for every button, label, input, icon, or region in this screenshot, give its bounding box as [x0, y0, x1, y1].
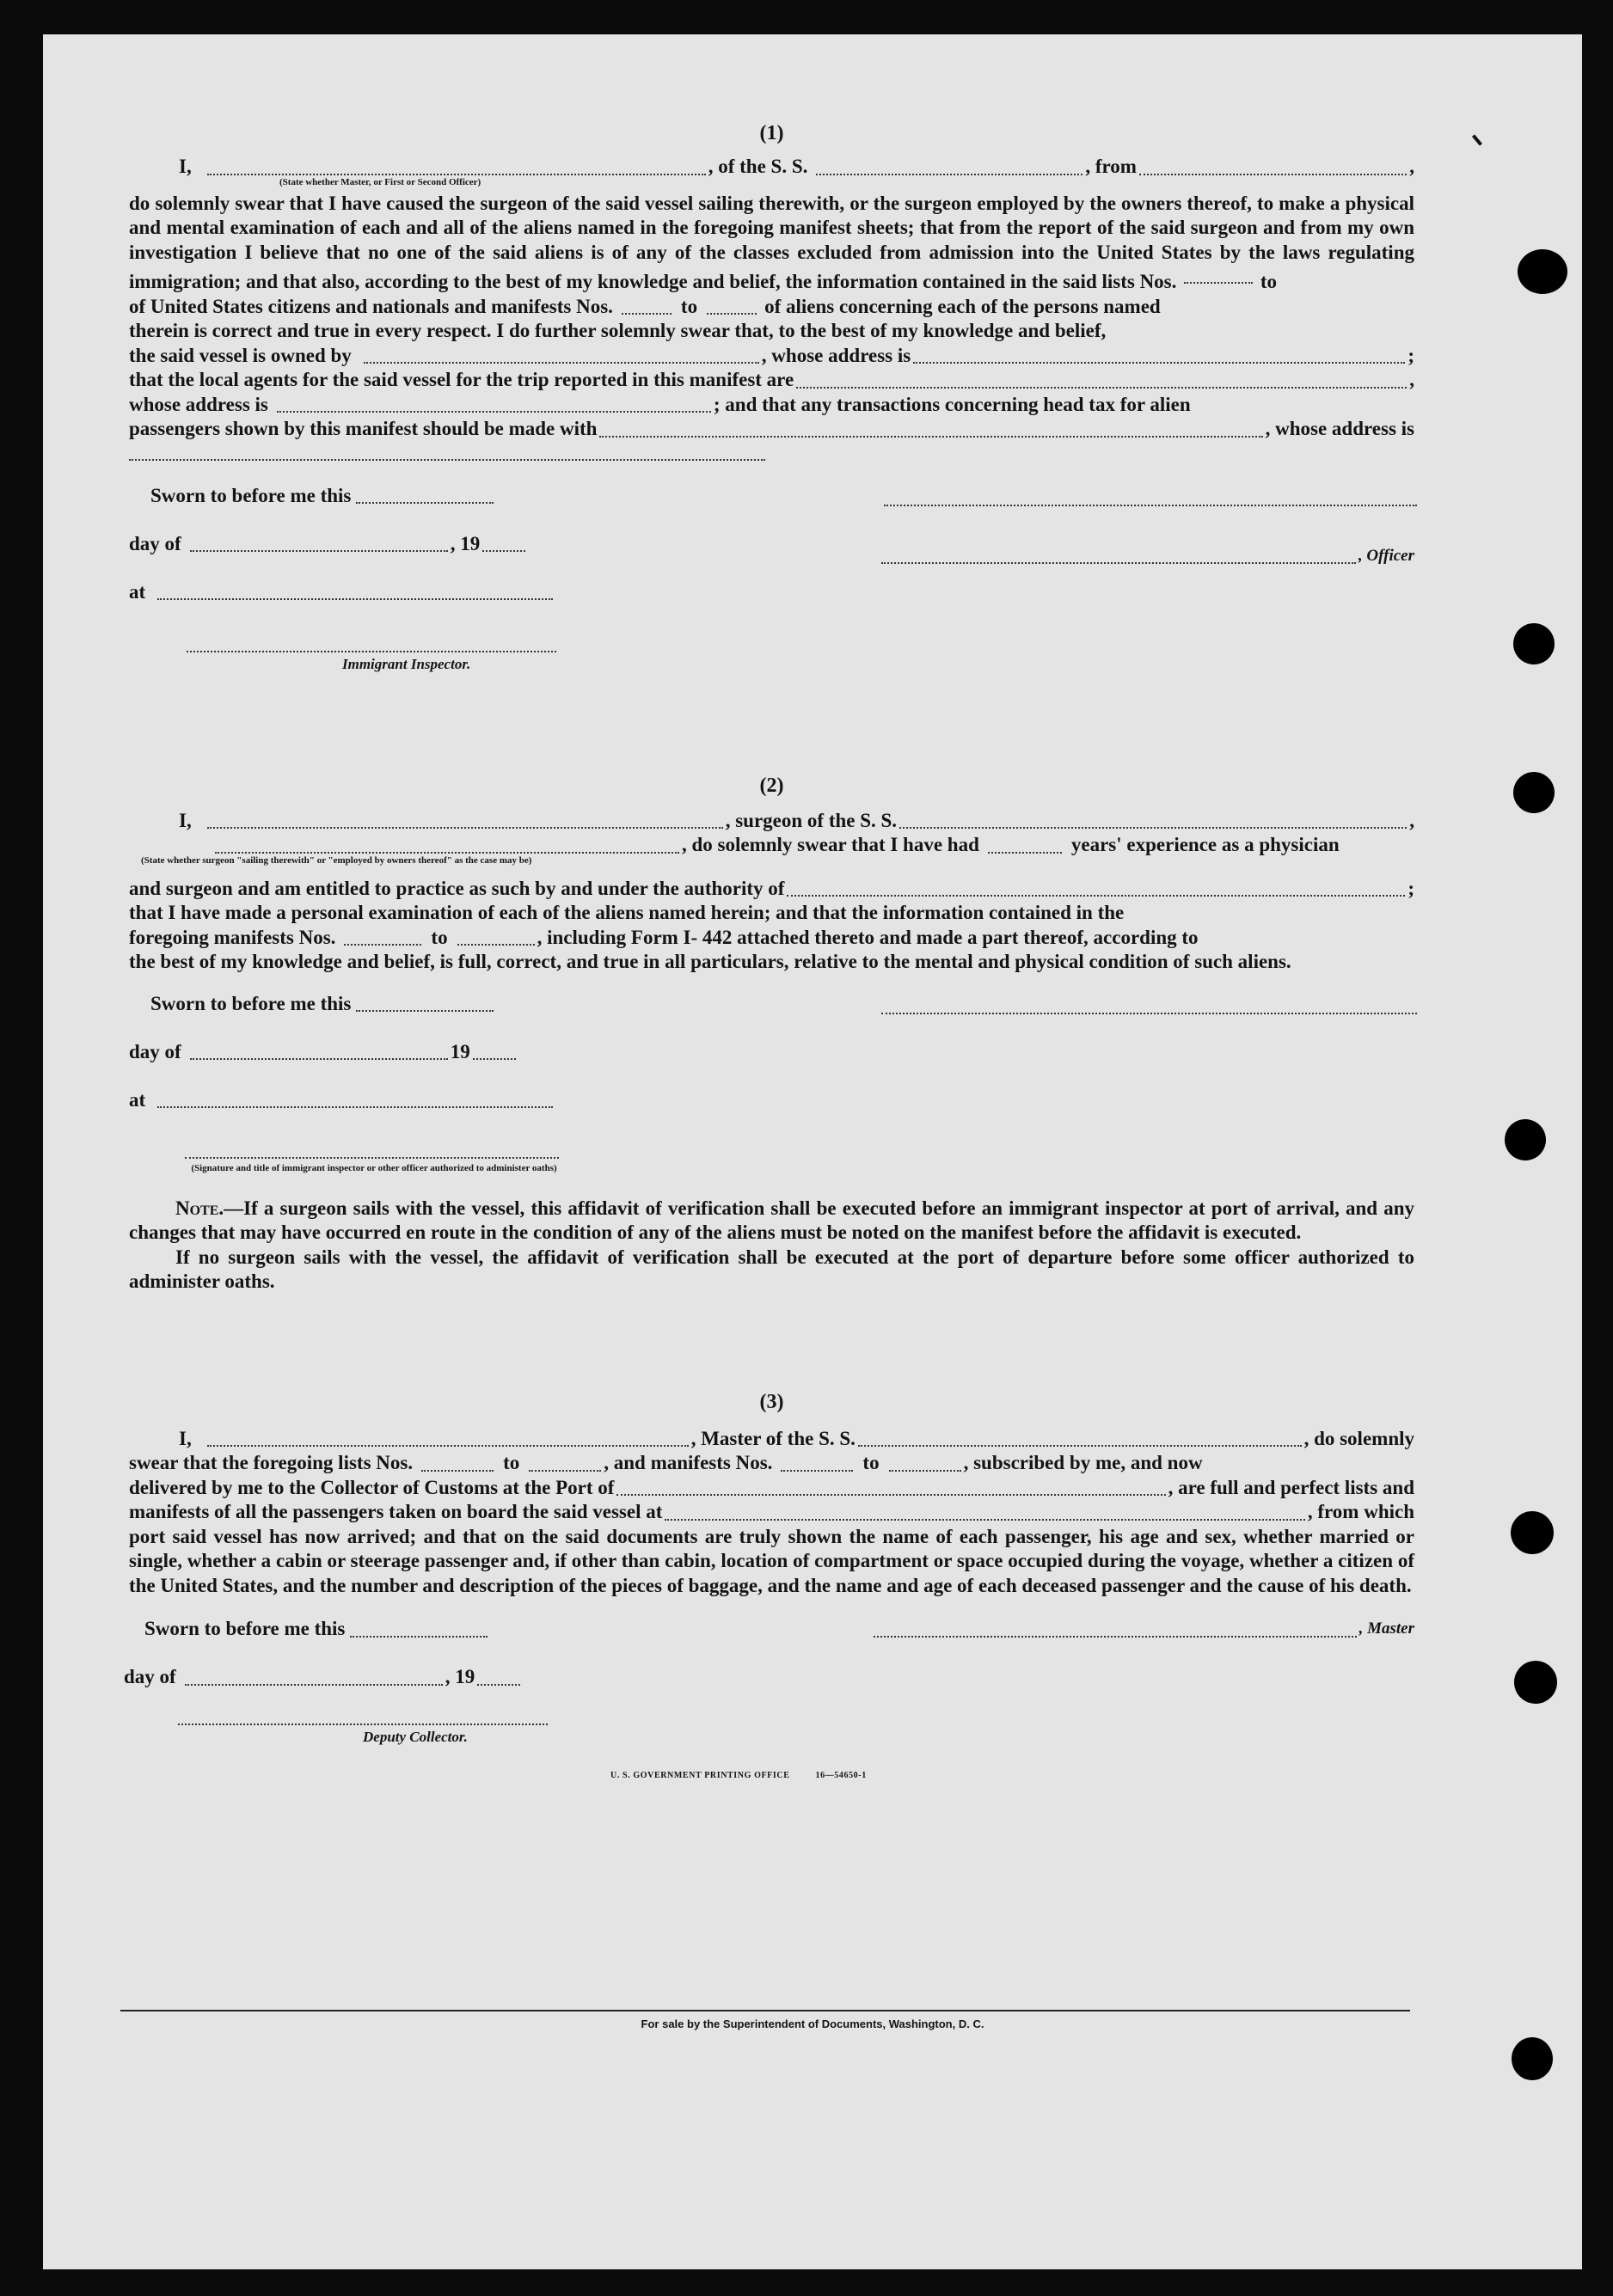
s3-perfect-lists-label: , are full and perfect lists and	[1168, 1476, 1414, 1498]
s3-day-line	[124, 1665, 523, 1690]
manifests-to-blank[interactable]	[707, 296, 757, 315]
officer-label: , Officer	[1358, 546, 1414, 565]
s1-year-label: , 19	[450, 532, 481, 554]
s2-place-blank[interactable]	[157, 1089, 553, 1108]
s1-oath-text: do solemnly swear that I have caused the surgeon of the said vessel sailing therewith, or the surgeon employed by the owners thereof, to make a physical and mental examination of each and all of the aliens named in the foregoing manifest sheets; that from the report of the said surgeon and from my own investigation I believe that no one of the said aliens is of any of the classes excluded from admission into the United States by the laws regulating immigration; and that also, according to the best of my knowledge and belief, the information contained in the said lists Nos.	[129, 192, 1414, 292]
s2-note2-paragraph: If no surgeon sails with the vessel, the affidavit of verification shall be executed at the port of departure before some officer authorized to administer oaths.	[129, 1246, 1414, 1292]
s1-line-4	[129, 319, 1414, 344]
s1-agents-address-label: whose address is	[129, 393, 268, 415]
s3-line-1	[129, 1427, 1414, 1452]
s1-party-address-label: , whose address is	[1265, 418, 1414, 439]
s3-year-blank[interactable]	[477, 1667, 520, 1686]
inspector-signature-line[interactable]	[187, 634, 556, 652]
s2-i: I,	[179, 809, 192, 831]
s1-master-signature-line[interactable]	[884, 487, 1417, 506]
s1-officer-line	[881, 544, 1414, 569]
s3-boarding-port-blank[interactable]	[665, 1502, 1304, 1521]
s3-manifests-to-blank[interactable]	[889, 1453, 961, 1472]
s1-semicolon: ;	[1408, 344, 1414, 366]
s3-month-blank[interactable]	[185, 1667, 443, 1686]
head-tax-address-blank[interactable]	[129, 442, 765, 461]
s2-authority-label: and surgeon and am entitled to practice as such by and under the authority of	[129, 877, 785, 899]
s3-sworn-block	[124, 1617, 1414, 1746]
s2-sworn-day-blank[interactable]	[356, 993, 494, 1012]
master-signature-blank[interactable]	[874, 1619, 1357, 1638]
s1-line-7	[129, 393, 1414, 418]
s1-sworn-day-blank[interactable]	[356, 485, 494, 504]
lists-from-blank[interactable]	[1184, 265, 1253, 284]
sale-notice: For sale by the Superintendent of Documents, Washington, D. C.	[641, 2017, 984, 2030]
s2-signature-caption: (Signature and title of immigrant inspector or other officer authorized to administer oaths)	[191, 1162, 557, 1173]
punch-hole	[1513, 772, 1555, 813]
head-tax-party-blank[interactable]	[599, 419, 1262, 438]
form-code: 16—54650-1	[815, 1771, 867, 1780]
s3-vessel-blank[interactable]	[858, 1428, 1302, 1447]
s2-manifests-label: foregoing manifests Nos.	[129, 926, 336, 948]
manifests-from-blank[interactable]	[622, 296, 672, 315]
s1-sworn-line	[150, 484, 496, 509]
s3-lists-to-blank[interactable]	[529, 1453, 601, 1472]
s1-sworn-block	[129, 484, 1414, 682]
s3-sworn-line	[144, 1617, 490, 1642]
s1-to-label-2: to	[680, 295, 698, 317]
s1-comma: ,	[1409, 156, 1414, 177]
s3-on-board-label: manifests of all the passengers taken on board the said vessel at	[129, 1501, 663, 1522]
departure-port-blank[interactable]	[1139, 156, 1407, 175]
s1-owned-by-label: the said vessel is owned by	[129, 344, 352, 366]
note-label: Note.	[175, 1197, 224, 1219]
s3-subscribed-label: , subscribed by me, and now	[963, 1452, 1203, 1473]
officer-title-blank[interactable]	[207, 156, 706, 175]
s3-lists-from-blank[interactable]	[421, 1453, 494, 1472]
s1-at-label: at	[129, 580, 146, 603]
s1-aliens-label: of aliens concerning each of the persons named	[764, 295, 1161, 317]
s2-year-label: 19	[450, 1040, 470, 1062]
s2-swear-label: , do solemnly swear that I have had	[682, 834, 979, 855]
punch-hole	[1513, 623, 1555, 664]
s1-year-blank[interactable]	[482, 533, 525, 552]
s2-day-line	[129, 1040, 518, 1065]
s2-day-label: day of	[129, 1040, 181, 1062]
s3-day-label: day of	[124, 1666, 176, 1687]
s1-i: I,	[179, 156, 192, 177]
s1-officer-caption: (State whether Master, or First or Second Officer)	[279, 176, 481, 187]
surgeon-name-blank[interactable]	[207, 810, 723, 829]
s2-note-paragraph	[129, 1197, 1414, 1246]
margin-tick	[1472, 134, 1482, 145]
s1-manifests-label: of United States citizens and nationals and manifests Nos.	[129, 295, 613, 317]
s2-line-4	[129, 901, 1414, 926]
s3-from-which-label: , from which	[1307, 1501, 1414, 1522]
s1-from-label: , from	[1085, 156, 1137, 177]
s1-sworn-label: Sworn to before me this	[150, 484, 352, 506]
s3-manifests-label: , and manifests Nos.	[604, 1452, 773, 1473]
s2-month-blank[interactable]	[190, 1041, 448, 1060]
s2-sworn-block	[129, 992, 1414, 1197]
s2-to-label: to	[431, 926, 448, 948]
master-label: , Master	[1358, 1619, 1414, 1638]
s3-line-2	[129, 1451, 1414, 1476]
s1-line-8	[129, 417, 1414, 442]
s1-agents-label: that the local agents for the said vessel for the trip reported in this manifest are	[129, 369, 794, 390]
s1-line-3	[129, 295, 1414, 320]
s1-day-line	[129, 532, 528, 557]
s2-line-3	[129, 877, 1414, 902]
s2-form-label: , including Form I- 442 attached thereto and made a part thereof, according to	[537, 926, 1199, 948]
section-2-heading: (2)	[759, 774, 784, 797]
s1-of-ss-label: , of the S. S.	[708, 156, 808, 177]
s1-line-6	[129, 368, 1414, 393]
s3-line-4	[129, 1500, 1414, 1525]
s1-line-4-text: therein is correct and true in every respect. I do further solemnly swear that, to the best of my knowledge and belief,	[129, 320, 1107, 341]
punch-hole	[1512, 2037, 1553, 2080]
footer-rule	[120, 2010, 1410, 2011]
s1-to-label: to	[1260, 271, 1278, 292]
owner-address-blank[interactable]	[913, 345, 1405, 364]
vessel-name-blank[interactable]	[816, 156, 1082, 175]
collector-signature-line[interactable]	[178, 1706, 548, 1725]
section-1-heading: (1)	[759, 122, 784, 144]
years-experience-blank[interactable]	[988, 835, 1062, 854]
s1-owner-address-label: , whose address is	[761, 344, 911, 366]
s2-sworn-label: Sworn to before me this	[150, 992, 352, 1014]
s3-line-3	[129, 1476, 1414, 1501]
oath-officer-signature-line[interactable]	[185, 1140, 559, 1159]
s3-port-label: delivered by me to the Collector of Customs at the Port of	[129, 1476, 615, 1498]
s2-line-1	[129, 809, 1414, 834]
s1-line-5	[129, 344, 1414, 369]
s3-do-solemnly-label: , do solemnly	[1303, 1427, 1414, 1449]
surgeon-status-blank[interactable]	[215, 835, 679, 854]
s2-sworn-line	[150, 992, 496, 1017]
form-body	[124, 120, 1414, 1782]
local-agents-blank[interactable]	[796, 370, 1407, 389]
gpo-imprint	[129, 1766, 1414, 1782]
s1-oath-paragraph	[129, 192, 1414, 295]
s1-head-tax-label: ; and that any transactions concerning head tax for alien	[713, 393, 1191, 415]
s1-head-tax-with-label: passengers shown by this manifest should be made with	[129, 418, 598, 439]
note-text: —If a surgeon sails with the vessel, this affidavit of verification shall be executed before an immigrant inspector at port of arrival, and any changes that may have occurred en route in the condition of any of the aliens must be noted on the manifest before the affidavit is executed.	[129, 1197, 1414, 1243]
s2-status-caption: (State whether surgeon "sailing therewith" or "employed by owners thereof" as the case may be)	[141, 854, 532, 866]
licensing-authority-blank[interactable]	[787, 878, 1405, 897]
punch-hole	[1518, 249, 1567, 294]
s3-master-of-label: , Master of the S. S.	[690, 1427, 856, 1449]
punch-hole	[1511, 1511, 1554, 1554]
s3-sworn-day-blank[interactable]	[350, 1619, 488, 1638]
s3-paragraph: port said vessel has now arrived; and that on the said documents are truly shown the name of each passenger, his age and sex, whether married or single, whether a cabin or steerage passenger and, if other than cabin, location of compartment or space occupied during the voyage, whether a citizen of the United States, and the number and description of the pieces of baggage, and the name and age of each deceased passenger and the cause of his death.	[129, 1525, 1414, 1596]
master-name-blank[interactable]	[207, 1428, 689, 1447]
s3-to-label-2: to	[862, 1452, 880, 1473]
s1-day-label: day of	[129, 532, 181, 554]
s1-at-line	[129, 580, 555, 605]
s2-manifests-to-blank[interactable]	[457, 927, 535, 946]
officer-signature-blank[interactable]	[881, 545, 1356, 564]
s3-year-label: , 19	[445, 1666, 475, 1687]
s2-surgeon-of-label: , surgeon of the S. S.	[725, 809, 898, 831]
s2-line-5	[129, 926, 1414, 951]
punch-hole	[1514, 1661, 1557, 1704]
punch-hole	[1505, 1119, 1546, 1160]
deputy-collector-label: Deputy Collector.	[363, 1729, 468, 1745]
immigrant-inspector-label: Immigrant Inspector.	[342, 655, 471, 672]
s3-i: I,	[179, 1427, 192, 1449]
s2-at-line	[129, 1088, 555, 1113]
s2-semicolon: ;	[1408, 877, 1414, 899]
s2-comma: ,	[1409, 809, 1414, 831]
agents-address-blank[interactable]	[277, 394, 711, 413]
s3-to-label: to	[503, 1452, 520, 1473]
s2-manifests-from-blank[interactable]	[344, 927, 421, 946]
surgeon-signature-line[interactable]	[881, 995, 1417, 1014]
gpo-text: U. S. GOVERNMENT PRINTING OFFICE	[610, 1771, 790, 1780]
document-page	[43, 34, 1582, 2269]
s1-comma-2: ,	[1409, 369, 1414, 390]
s2-paragraph-end: the best of my knowledge and belief, is full, correct, and true in all particulars, relative to the mental and physical condition of such aliens.	[129, 951, 1291, 972]
s3-master-line	[874, 1617, 1414, 1642]
s1-line-9	[129, 442, 1414, 465]
s3-lists-label: swear that the foregoing lists Nos.	[129, 1452, 414, 1473]
s2-vessel-blank[interactable]	[899, 810, 1407, 829]
vessel-owner-blank[interactable]	[364, 345, 759, 364]
s3-port-blank[interactable]	[616, 1477, 1165, 1496]
section-3-heading: (3)	[759, 1390, 784, 1413]
s1-month-blank[interactable]	[190, 533, 448, 552]
s2-years-label: years' experience as a physician	[1070, 834, 1340, 855]
s3-manifests-from-blank[interactable]	[781, 1453, 853, 1472]
s2-line-4-text: that I have made a personal examination of each of the aliens named herein; and that the information contained in the	[129, 902, 1125, 923]
s2-year-blank[interactable]	[473, 1041, 516, 1060]
s3-sworn-label: Sworn to before me this	[144, 1618, 346, 1639]
s1-place-blank[interactable]	[157, 581, 553, 600]
s2-at-label: at	[129, 1088, 146, 1111]
